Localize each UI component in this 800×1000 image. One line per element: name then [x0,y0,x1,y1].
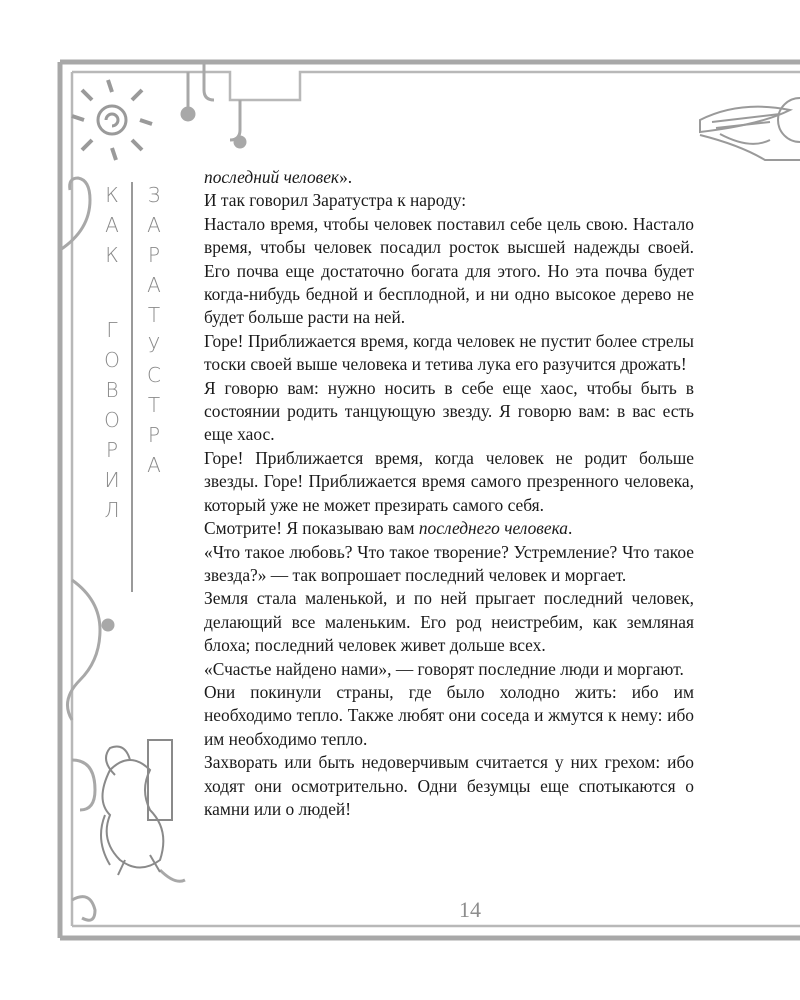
paragraph: Горе! Приближается время, когда человек не родит больше звезды. Горе! Приближается время самого презренного человека, который уже не может презирать самого себя. [204,447,694,515]
paragraph: Настало время, чтобы человек поставил себе цель свою. Настало время, чтобы человек посадил росток высшей надежды своей. Его почва еще достаточно богата для этого. Но эта почва будет когда-нибудь бедной и бесплодной, и ни одно высокое дерево не будет больше расти на ней. [204,213,694,328]
body-text [204,166,694,821]
paragraph: Я говорю вам: нужно носить в себе еще хаос, чтобы быть в состоянии родить танцующую звезду. Я говорю вам: в вас есть еще хаос. [204,377,694,445]
paragraph: Они покинули страны, где было холодно жить: ибо им необходимо тепло. Также любят они соседа и жмутся к нему: ибо им необходимо тепло. [204,681,694,749]
paragraph: Смотрите! Я показываю вам последнего человека. [204,518,573,539]
vertical-title-divider [131,182,133,592]
top-ornaments [182,62,245,147]
paragraph: «Что такое любовь? Что такое творение? Устремление? Что такое звезда?» — так вопрошает последний человек и моргает. [204,541,694,585]
griffin-ornament [101,740,172,875]
paragraph: последний человек». [204,167,353,187]
paragraph: Захворать или быть недоверчивым считается у них грехом: ибо ходят они осмотрительно. Одни безумцы еще спотыкаются о камни или о людей! [204,752,694,819]
vertical-title-left: К А К Г О В О Р И Л [104,183,120,522]
paragraph: Горе! Приближается время, когда человек не пустит более стрелы тоски своей выше человека и тетива лука его разучится дрожать! [204,330,694,375]
paragraph: «Счастье найдено нами», — говорят последние люди и моргают. [204,658,684,679]
winged-ornament [700,98,800,160]
paragraph: И так говорил Заратустра к народу: [204,190,467,211]
vertical-title-right: З А Р А Т У С Т Р А [147,183,161,477]
sun-ornament [72,80,152,160]
paragraph: Земля стала маленькой, и по ней прыгает последний человек, делающий все маленьким. Его род неистребим, как земляная блоха; последний человек живет дольше всех. [204,588,694,656]
page-number: 14 [459,897,481,922]
